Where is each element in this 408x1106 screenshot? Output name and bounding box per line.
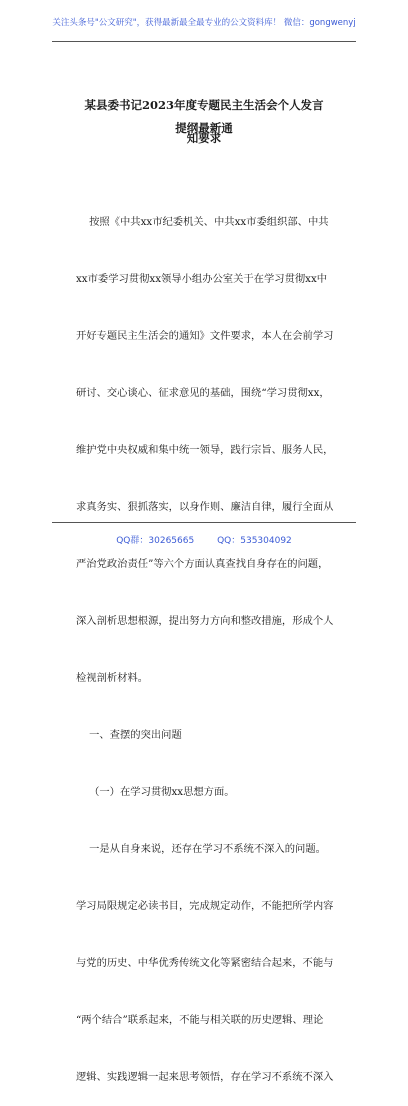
section-heading: 一、查摆的突出问题 — [76, 729, 182, 741]
body-line: 开好专题民主生活会的通知》文件要求，本人在会前学习 — [76, 330, 334, 342]
body-line: 求真务实、狠抓落实，以身作则、廉洁自律，履行全面从 — [76, 501, 334, 513]
body-line: 研讨、交心谈心、征求意见的基础，围绕“学习贯彻xx， — [76, 387, 330, 399]
footer-divider — [52, 522, 356, 523]
document-body — [76, 175, 338, 1106]
footer-qq: QQ：535304092 — [217, 536, 292, 546]
body-line: 学习局限规定必读书目，完成规定动作，不能把所学内容 — [76, 900, 334, 912]
body-line: “两个结合”联系起来，不能与相关联的历史逻辑、理论 — [76, 1014, 324, 1026]
body-line: 严治党政治责任”等六个方面认真查找自身存在的问题， — [76, 558, 329, 570]
subsection-heading: （一）在学习贯彻xx思想方面。 — [76, 786, 235, 798]
document-title-line-1: 某县委书记2023年度专题民主生活会个人发言提纲最新通 — [84, 98, 324, 135]
footer — [0, 533, 408, 546]
body-line: 一是从自身来说，还存在学习不系统不深入的问题。 — [76, 843, 326, 855]
body-line: 逻辑、实践逻辑一起来思考领悟，存在学习不系统不深入 — [76, 1071, 334, 1083]
body-line: 深入剖析思想根源，提出努力方向和整改措施，形成个人 — [76, 615, 334, 627]
body-line: xx市委学习贯彻xx领导小组办公室关于在学习贯彻xx中 — [76, 273, 328, 285]
document-title-line-2: 知要求 — [186, 131, 222, 145]
body-line: 维护党中央权威和集中统一领导，践行宗旨、服务人民， — [76, 444, 334, 456]
body-line: 检视剖析材料。 — [76, 672, 149, 684]
header-banner: 关注头条号"公文研究"，获得最新最全最专业的公文资料库！ 微信：gongwenyj — [52, 18, 356, 28]
header-divider — [52, 41, 356, 42]
footer-qq-group: QQ群：30265665 — [116, 536, 195, 546]
body-line: 与党的历史、中华优秀传统文化等紧密结合起来，不能与 — [76, 957, 334, 969]
body-line: 按照《中共xx市纪委机关、中共xx市委组织部、中共 — [76, 216, 329, 228]
